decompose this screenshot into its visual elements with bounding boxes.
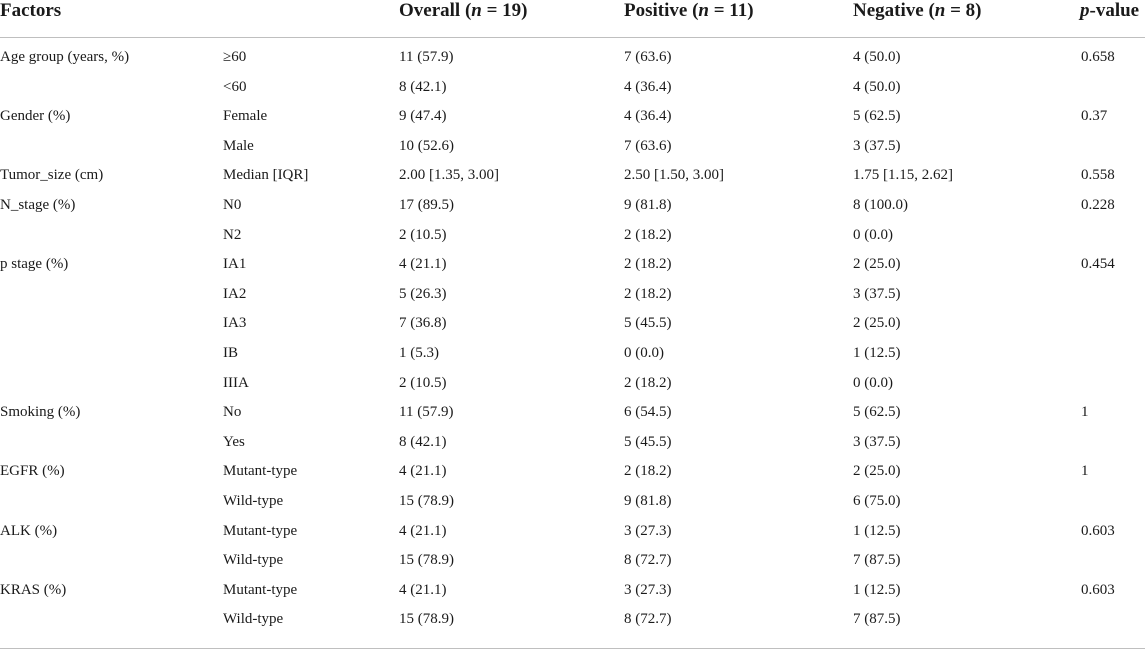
level-cell: N0 [223, 196, 242, 213]
overall-cell: 4 (21.1) [399, 522, 447, 539]
overall-cell: 9 (47.4) [399, 108, 447, 125]
positive-cell: 4 (36.4) [624, 78, 672, 95]
positive-cell: 5 (45.5) [624, 433, 672, 450]
p-value-cell: 0.228 [1081, 196, 1115, 213]
level-cell: IB [223, 344, 238, 361]
level-cell: IA1 [223, 256, 247, 273]
overall-cell: 17 (89.5) [399, 196, 454, 213]
table-row [0, 600, 1145, 630]
header-p-value: p-value [1080, 0, 1140, 21]
negative-cell: 3 (37.5) [853, 137, 901, 154]
negative-cell: 4 (50.0) [853, 78, 901, 95]
level-cell: Wild-type [223, 552, 284, 569]
positive-cell: 8 (72.7) [624, 611, 672, 628]
factor-cell: ALK (%) [0, 522, 58, 539]
p-value-cell: 0.454 [1081, 256, 1115, 273]
level-cell: Male [223, 137, 254, 154]
level-cell: Wild-type [223, 492, 284, 509]
table-bottom-rule [0, 648, 1145, 649]
level-cell: <60 [223, 78, 247, 95]
overall-cell: 2 (10.5) [399, 374, 447, 391]
positive-cell: 5 (45.5) [624, 315, 672, 332]
negative-cell: 2 (25.0) [853, 463, 901, 480]
table-row [0, 156, 1145, 186]
level-cell: Mutant-type [223, 463, 298, 480]
factor-cell: EGFR (%) [0, 463, 65, 480]
level-cell: Female [223, 108, 268, 125]
negative-cell: 0 (0.0) [853, 374, 893, 391]
positive-cell: 6 (54.5) [624, 404, 672, 421]
factor-cell: Tumor_size (cm) [0, 167, 104, 184]
negative-cell: 7 (87.5) [853, 611, 901, 628]
negative-cell: 2 (25.0) [853, 256, 901, 273]
overall-cell: 4 (21.1) [399, 256, 447, 273]
positive-cell: 7 (63.6) [624, 49, 672, 65]
table-row [0, 97, 1145, 127]
table-row [0, 38, 1145, 68]
table-body [0, 38, 1145, 630]
overall-cell: 11 (57.9) [399, 404, 454, 421]
factor-cell: Gender (%) [0, 108, 71, 125]
table-row [0, 275, 1145, 305]
negative-cell: 3 (37.5) [853, 433, 901, 450]
level-cell: N2 [223, 226, 242, 243]
overall-cell: 7 (36.8) [399, 315, 447, 332]
factor-cell: N_stage (%) [0, 196, 76, 213]
negative-cell: 7 (87.5) [853, 552, 901, 569]
negative-cell: 5 (62.5) [853, 404, 901, 421]
overall-cell: 5 (26.3) [399, 285, 447, 302]
table-row [0, 452, 1145, 482]
overall-cell: 1 (5.3) [399, 344, 439, 361]
header-factors: Factors [0, 0, 62, 21]
level-cell: Mutant-type [223, 522, 298, 539]
p-value-cell: 0.558 [1081, 167, 1115, 184]
table-row [0, 393, 1145, 423]
table-row [0, 364, 1145, 394]
table-row [0, 541, 1145, 571]
factor-cell: p stage (%) [0, 256, 69, 273]
p-value-cell: 0.37 [1081, 108, 1108, 125]
overall-cell: 4 (21.1) [399, 463, 447, 480]
positive-cell: 3 (27.3) [624, 522, 672, 539]
overall-cell: 8 (42.1) [399, 433, 447, 450]
table-row [0, 127, 1145, 157]
table-row [0, 68, 1145, 98]
negative-cell: 2 (25.0) [853, 315, 901, 332]
negative-cell: 1 (12.5) [853, 581, 901, 598]
header-overall: Overall (n = 19) [399, 0, 528, 21]
level-cell: Mutant-type [223, 581, 298, 598]
positive-cell: 2 (18.2) [624, 256, 672, 273]
negative-cell: 1.75 [1.15, 2.62] [853, 167, 953, 184]
level-cell: IA2 [223, 285, 247, 302]
overall-cell: 15 (78.9) [399, 552, 454, 569]
table-row [0, 512, 1145, 542]
overall-cell: 15 (78.9) [399, 492, 454, 509]
table-row [0, 304, 1145, 334]
table-row [0, 423, 1145, 453]
negative-cell: 1 (12.5) [853, 522, 901, 539]
table-row [0, 482, 1145, 512]
table-row [0, 186, 1145, 216]
negative-cell: 8 (100.0) [853, 196, 908, 213]
positive-cell: 8 (72.7) [624, 552, 672, 569]
table-row [0, 216, 1145, 246]
level-cell: Wild-type [223, 611, 284, 628]
overall-cell: 15 (78.9) [399, 611, 454, 628]
overall-cell: 4 (21.1) [399, 581, 447, 598]
negative-cell: 4 (50.0) [853, 49, 901, 65]
overall-cell: 2.00 [1.35, 3.00] [399, 167, 499, 184]
factor-cell: Age group (years, %) [0, 49, 130, 65]
factor-cell: KRAS (%) [0, 581, 67, 598]
table-row [0, 334, 1145, 364]
table-row [0, 245, 1145, 275]
negative-cell: 6 (75.0) [853, 492, 901, 509]
positive-cell: 9 (81.8) [624, 196, 672, 213]
table-header [0, 0, 1145, 38]
p-value-cell: 0.603 [1081, 522, 1115, 539]
overall-cell: 11 (57.9) [399, 49, 454, 65]
p-value-cell: 1 [1081, 463, 1089, 480]
level-cell: IA3 [223, 315, 247, 332]
p-value-cell: 0.603 [1081, 581, 1115, 598]
negative-cell: 0 (0.0) [853, 226, 893, 243]
positive-cell: 0 (0.0) [624, 344, 664, 361]
positive-cell: 2.50 [1.50, 3.00] [624, 167, 724, 184]
positive-cell: 2 (18.2) [624, 285, 672, 302]
header-positive: Positive (n = 11) [624, 0, 754, 21]
positive-cell: 2 (18.2) [624, 226, 672, 243]
level-cell: IIIA [223, 374, 249, 391]
negative-cell: 5 (62.5) [853, 108, 901, 125]
positive-cell: 2 (18.2) [624, 463, 672, 480]
positive-cell: 3 (27.3) [624, 581, 672, 598]
positive-cell: 2 (18.2) [624, 374, 672, 391]
positive-cell: 4 (36.4) [624, 108, 672, 125]
overall-cell: 2 (10.5) [399, 226, 447, 243]
positive-cell: 9 (81.8) [624, 492, 672, 509]
level-cell: ≥60 [223, 49, 247, 65]
overall-cell: 8 (42.1) [399, 78, 447, 95]
header-negative: Negative (n = 8) [853, 0, 982, 21]
negative-cell: 3 (37.5) [853, 285, 901, 302]
level-cell: Median [IQR] [223, 167, 309, 184]
level-cell: No [223, 404, 242, 421]
factor-cell: Smoking (%) [0, 404, 81, 421]
positive-cell: 7 (63.6) [624, 137, 672, 154]
p-value-cell: 1 [1081, 404, 1089, 421]
negative-cell: 1 (12.5) [853, 344, 901, 361]
table-row [0, 571, 1145, 601]
p-value-cell: 0.658 [1081, 49, 1115, 65]
overall-cell: 10 (52.6) [399, 137, 454, 154]
level-cell: Yes [223, 433, 245, 450]
